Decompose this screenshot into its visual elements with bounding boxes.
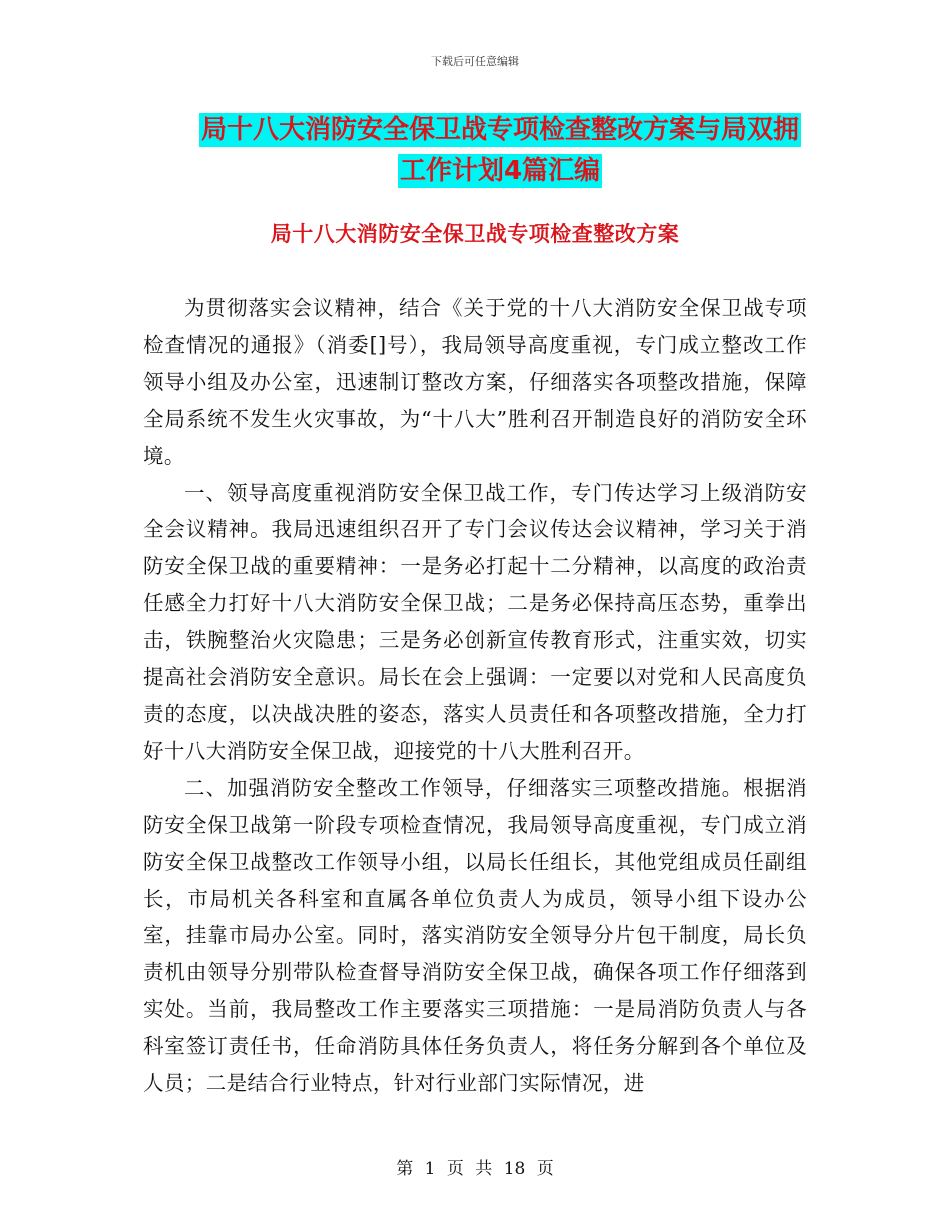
document-title <box>190 110 810 192</box>
paragraph: 一、领导高度重视消防安全保卫战工作，专门传达学习上级消防安全会议精神。我局迅速组织召开了专门会议传达会议精神，学习关于消防安全保卫战的重要精神：一是务必打起十二分精神，以高度的政治责任感全力打好十八大消防安全保卫战；二是务必保持高压态势，重拳出击，铁腕整治火灾隐患；三是务必创新宣传教育形式，注重实效，切实提高社会消防安全意识。局长在会上强调：一定要以对党和人民高度负责的态度，以决战决胜的姿态，落实人员责任和各项整改措施，全力打好十八大消防安全保卫战，迎接党的十八大胜利召开。 <box>143 480 807 763</box>
paragraph: 二、加强消防安全整改工作领导，仔细落实三项整改措施。根据消防安全保卫战第一阶段专项检查情况，我局领导高度重视，专门成立消防安全保卫战整改工作领导小组，以局长任组长，其他党组成员任副组长，市局机关各科室和直属各单位负责人为成员，领导小组下设办公室，挂靠市局办公室。同时，落实消防安全领导分片包干制度，局长负责机由领导分别带队检查督导消防安全保卫战，确保各项工作仔细落到实处。当前，我局整改工作主要落实三项措施：一是局消防负责人与各科室签订责任书，任命消防具体任务负责人，将任务分解到各个单位及人员；二是结合行业特点，针对行业部门实际情况，进 <box>143 775 807 1096</box>
document-title-line-1: 局十八大消防安全保卫战专项检查整改方案与局双拥 <box>200 115 799 145</box>
section-title: 局十八大消防安全保卫战专项检查整改方案 <box>270 222 680 246</box>
document-title-line-2: 工作计划4篇汇编 <box>399 156 601 186</box>
page-number-footer: 第 1 页 共 18 页 <box>396 1159 554 1179</box>
header-note: 下载后可任意编辑 <box>431 55 519 68</box>
paragraph: 为贯彻落实会议精神，结合《关于党的十八大消防安全保卫战专项检查情况的通报》（消委[]号），我局领导高度重视，专门成立整改工作领导小组及办公室，迅速制订整改方案，仔细落实各项整改措施，保障全局系统不发生火灾事故，为“十八大”胜利召开制造良好的消防安全环境。 <box>143 296 807 468</box>
document-body <box>143 290 807 1102</box>
